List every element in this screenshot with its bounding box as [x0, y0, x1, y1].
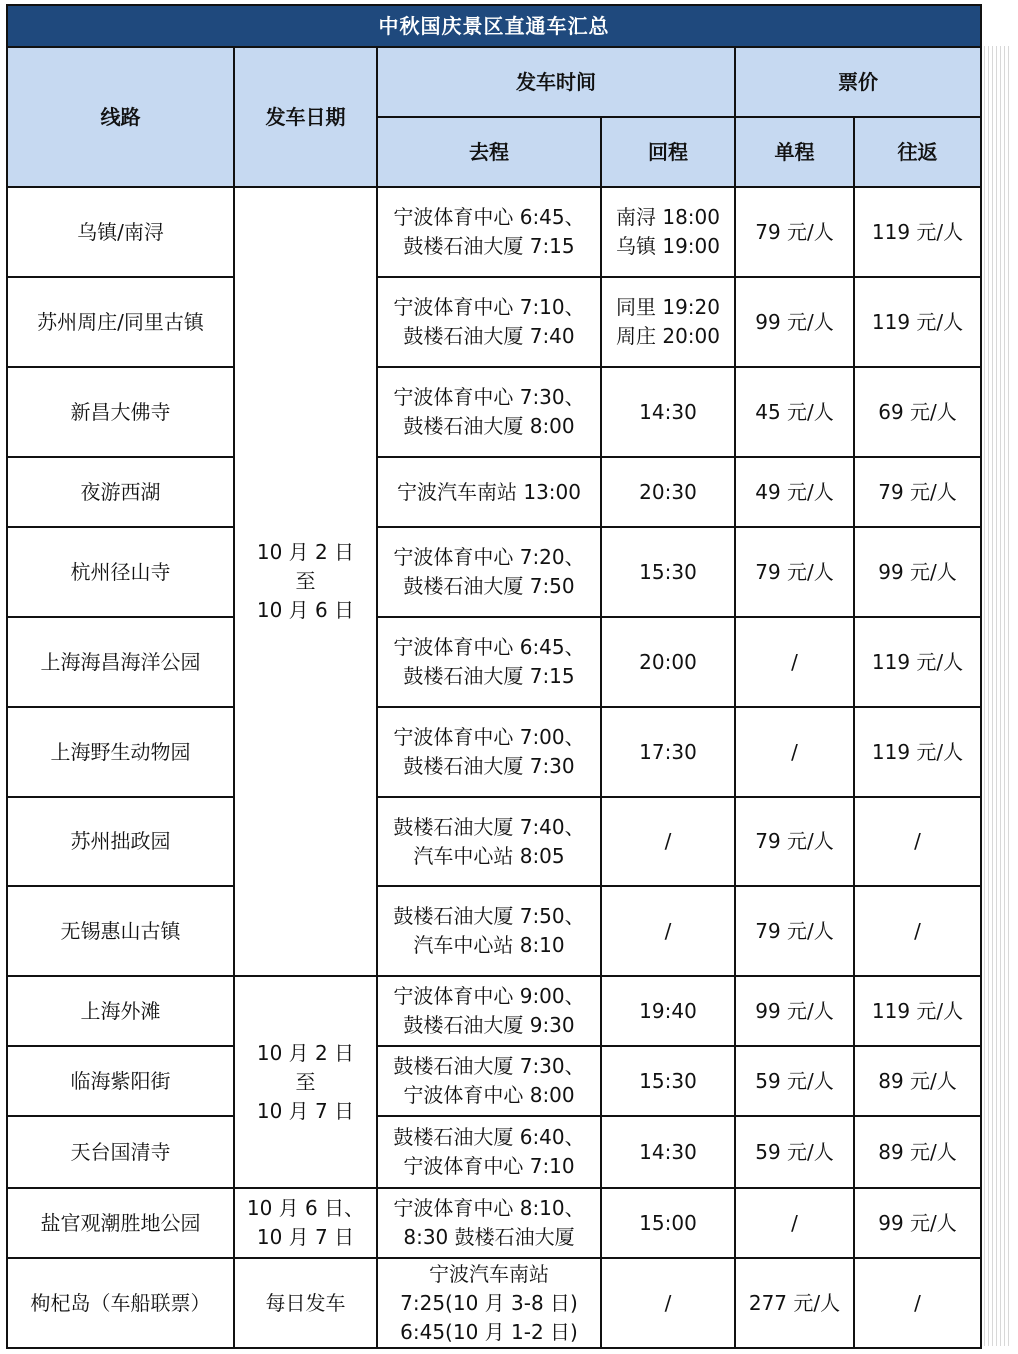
cell-line: 15:00 [639, 1210, 697, 1235]
cell-line: 6:45(10 月 1-2 日) [400, 1319, 578, 1344]
return-time-cell [601, 1046, 735, 1116]
header-single: 单程 [735, 117, 854, 187]
single-price-cell: 59 元/人 [735, 1116, 854, 1188]
round-price-cell: 119 元/人 [854, 707, 981, 797]
outbound-time-cell [377, 797, 601, 886]
cell-line: 宁波体育中心 7:00、 [393, 725, 585, 749]
return-time-cell [601, 797, 735, 886]
route-cell: 枸杞岛（车船联票） [7, 1258, 234, 1348]
route-cell: 苏州拙政园 [7, 797, 234, 886]
header-round: 往返 [854, 117, 981, 187]
single-price-cell: 45 元/人 [735, 367, 854, 457]
cell-line: 宁波体育中心 7:20、 [393, 545, 585, 569]
return-time-cell [601, 187, 735, 277]
table-row [7, 527, 981, 617]
round-price-cell: / [854, 886, 981, 976]
spreadsheet-gridlines [980, 46, 1010, 1346]
cell-line: 周庄 20:00 [616, 324, 720, 348]
cell-line: 汽车中心站 8:05 [413, 843, 565, 868]
cell-line: 10 月 2 日 [256, 1040, 355, 1065]
route-cell: 临海紫阳街 [7, 1046, 234, 1116]
cell-line: 每日发车 [265, 1290, 346, 1315]
cell-line: 宁波体育中心 7:10、 [393, 295, 585, 319]
outbound-time-cell [377, 886, 601, 976]
route-cell: 上海野生动物园 [7, 707, 234, 797]
round-price-cell: 89 元/人 [854, 1116, 981, 1188]
outbound-time-cell [377, 617, 601, 707]
outbound-time-cell [377, 707, 601, 797]
single-price-cell: 99 元/人 [735, 277, 854, 367]
outbound-time-cell [377, 1188, 601, 1258]
date-cell [234, 1258, 377, 1348]
round-price-cell: 119 元/人 [854, 617, 981, 707]
cell-line: 鼓楼石油大厦 7:15 [403, 664, 575, 688]
table-row [7, 886, 981, 976]
cell-line: 15:30 [639, 1068, 697, 1093]
outbound-time-cell [377, 457, 601, 527]
single-price-cell: / [735, 617, 854, 707]
header-price: 票价 [735, 47, 981, 117]
table-row [7, 1258, 981, 1348]
outbound-time-cell [377, 1116, 601, 1188]
cell-line: 14:30 [639, 1139, 697, 1164]
route-cell: 上海海昌海洋公园 [7, 617, 234, 707]
cell-line: 宁波体育中心 9:00、 [393, 984, 585, 1008]
single-price-cell: 59 元/人 [735, 1046, 854, 1116]
cell-line: 南浔 18:00 [616, 205, 720, 229]
single-price-cell: / [735, 1188, 854, 1258]
table-row [7, 976, 981, 1046]
cell-line: 7:25(10 月 3-8 日) [400, 1290, 578, 1315]
cell-line: 鼓楼石油大厦 7:50 [403, 574, 575, 598]
single-price-cell: 79 元/人 [735, 527, 854, 617]
cell-line: 宁波体育中心 6:45、 [393, 205, 585, 229]
cell-line: 鼓楼石油大厦 7:30、 [393, 1054, 585, 1078]
route-cell: 乌镇/南浔 [7, 187, 234, 277]
header-return: 回程 [601, 117, 735, 187]
cell-line: 鼓楼石油大厦 7:40 [403, 324, 575, 348]
return-time-cell [601, 1258, 735, 1348]
cell-line: 15:30 [639, 559, 697, 584]
outbound-time-cell [377, 1046, 601, 1116]
return-time-cell [601, 976, 735, 1046]
cell-line: 汽车中心站 8:10 [413, 933, 565, 957]
route-cell: 盐官观潮胜地公园 [7, 1188, 234, 1258]
cell-line: 10 月 7 日 [256, 1098, 355, 1123]
cell-line: 8:30 鼓楼石油大厦 [403, 1225, 575, 1249]
cell-line: 宁波体育中心 7:30、 [393, 385, 585, 409]
single-price-cell: 79 元/人 [735, 886, 854, 976]
table-row [7, 1046, 981, 1116]
cell-line: 10 月 7 日 [256, 1225, 355, 1249]
cell-line: 宁波汽车南站 [429, 1261, 549, 1286]
round-price-cell: 79 元/人 [854, 457, 981, 527]
round-price-cell: 99 元/人 [854, 527, 981, 617]
cell-line: / [664, 1290, 672, 1315]
single-price-cell: / [735, 707, 854, 797]
table-title: 中秋国庆景区直通车汇总 [7, 5, 981, 47]
single-price-cell: 277 元/人 [735, 1258, 854, 1348]
cell-line: 鼓楼石油大厦 6:40、 [393, 1125, 585, 1149]
cell-line: 至 [295, 569, 316, 593]
bus-summary-table [6, 4, 982, 1349]
date-cell [234, 976, 377, 1188]
round-price-cell: 89 元/人 [854, 1046, 981, 1116]
return-time-cell [601, 886, 735, 976]
return-time-cell [601, 367, 735, 457]
cell-line: 鼓楼石油大厦 7:15 [403, 234, 575, 258]
header-date: 发车日期 [234, 47, 377, 187]
cell-line: 20:00 [639, 649, 697, 674]
cell-line: 鼓楼石油大厦 7:30 [403, 754, 575, 778]
table-row [7, 457, 981, 527]
round-price-cell: 119 元/人 [854, 277, 981, 367]
route-cell: 上海外滩 [7, 976, 234, 1046]
return-time-cell [601, 277, 735, 367]
route-cell: 苏州周庄/同里古镇 [7, 277, 234, 367]
cell-line: 20:30 [639, 479, 697, 504]
route-cell: 新昌大佛寺 [7, 367, 234, 457]
table-row [7, 707, 981, 797]
table-row [7, 367, 981, 457]
outbound-time-cell [377, 187, 601, 277]
outbound-time-cell [377, 527, 601, 617]
return-time-cell [601, 457, 735, 527]
cell-line: 鼓楼石油大厦 7:40、 [393, 814, 585, 839]
date-cell [234, 187, 377, 976]
header-time: 发车时间 [377, 47, 735, 117]
return-time-cell [601, 1116, 735, 1188]
single-price-cell: 79 元/人 [735, 797, 854, 886]
outbound-time-cell [377, 1258, 601, 1348]
table-row [7, 1188, 981, 1258]
cell-line: 宁波汽车南站 13:00 [397, 479, 581, 504]
cell-line: 宁波体育中心 8:10、 [393, 1196, 585, 1220]
table-row [7, 187, 981, 277]
cell-line: 至 [295, 1069, 316, 1094]
route-cell: 无锡惠山古镇 [7, 886, 234, 976]
cell-line: 宁波体育中心 8:00 [403, 1083, 575, 1107]
outbound-time-cell [377, 976, 601, 1046]
cell-line: 10 月 6 日、 [246, 1196, 365, 1220]
single-price-cell: 99 元/人 [735, 976, 854, 1046]
cell-line: 乌镇 19:00 [616, 234, 720, 258]
round-price-cell: / [854, 797, 981, 886]
outbound-time-cell [377, 277, 601, 367]
return-time-cell [601, 527, 735, 617]
cell-line: 鼓楼石油大厦 9:30 [403, 1013, 575, 1037]
date-cell [234, 1188, 377, 1258]
round-price-cell: / [854, 1258, 981, 1348]
cell-line: / [664, 918, 672, 943]
cell-line: 19:40 [639, 998, 697, 1023]
round-price-cell: 69 元/人 [854, 367, 981, 457]
outbound-time-cell [377, 367, 601, 457]
round-price-cell: 119 元/人 [854, 976, 981, 1046]
table-row [7, 617, 981, 707]
cell-line: 鼓楼石油大厦 7:50、 [393, 904, 585, 928]
return-time-cell [601, 707, 735, 797]
cell-line: 17:30 [639, 739, 697, 764]
header-outbound: 去程 [377, 117, 601, 187]
cell-line: 宁波体育中心 7:10 [403, 1154, 575, 1178]
return-time-cell [601, 617, 735, 707]
round-price-cell: 99 元/人 [854, 1188, 981, 1258]
header-route: 线路 [7, 47, 234, 187]
cell-line: 鼓楼石油大厦 8:00 [403, 414, 575, 438]
table-row [7, 1116, 981, 1188]
cell-line: 同里 19:20 [616, 295, 720, 319]
route-cell: 天台国清寺 [7, 1116, 234, 1188]
return-time-cell [601, 1188, 735, 1258]
table-row [7, 277, 981, 367]
round-price-cell: 119 元/人 [854, 187, 981, 277]
cell-line: 14:30 [639, 399, 697, 424]
route-cell: 杭州径山寺 [7, 527, 234, 617]
single-price-cell: 79 元/人 [735, 187, 854, 277]
single-price-cell: 49 元/人 [735, 457, 854, 527]
cell-line: 宁波体育中心 6:45、 [393, 635, 585, 659]
cell-line: 10 月 2 日 [256, 540, 355, 564]
cell-line: / [664, 829, 672, 853]
cell-line: 10 月 6 日 [256, 598, 355, 622]
route-cell: 夜游西湖 [7, 457, 234, 527]
table-row [7, 797, 981, 886]
